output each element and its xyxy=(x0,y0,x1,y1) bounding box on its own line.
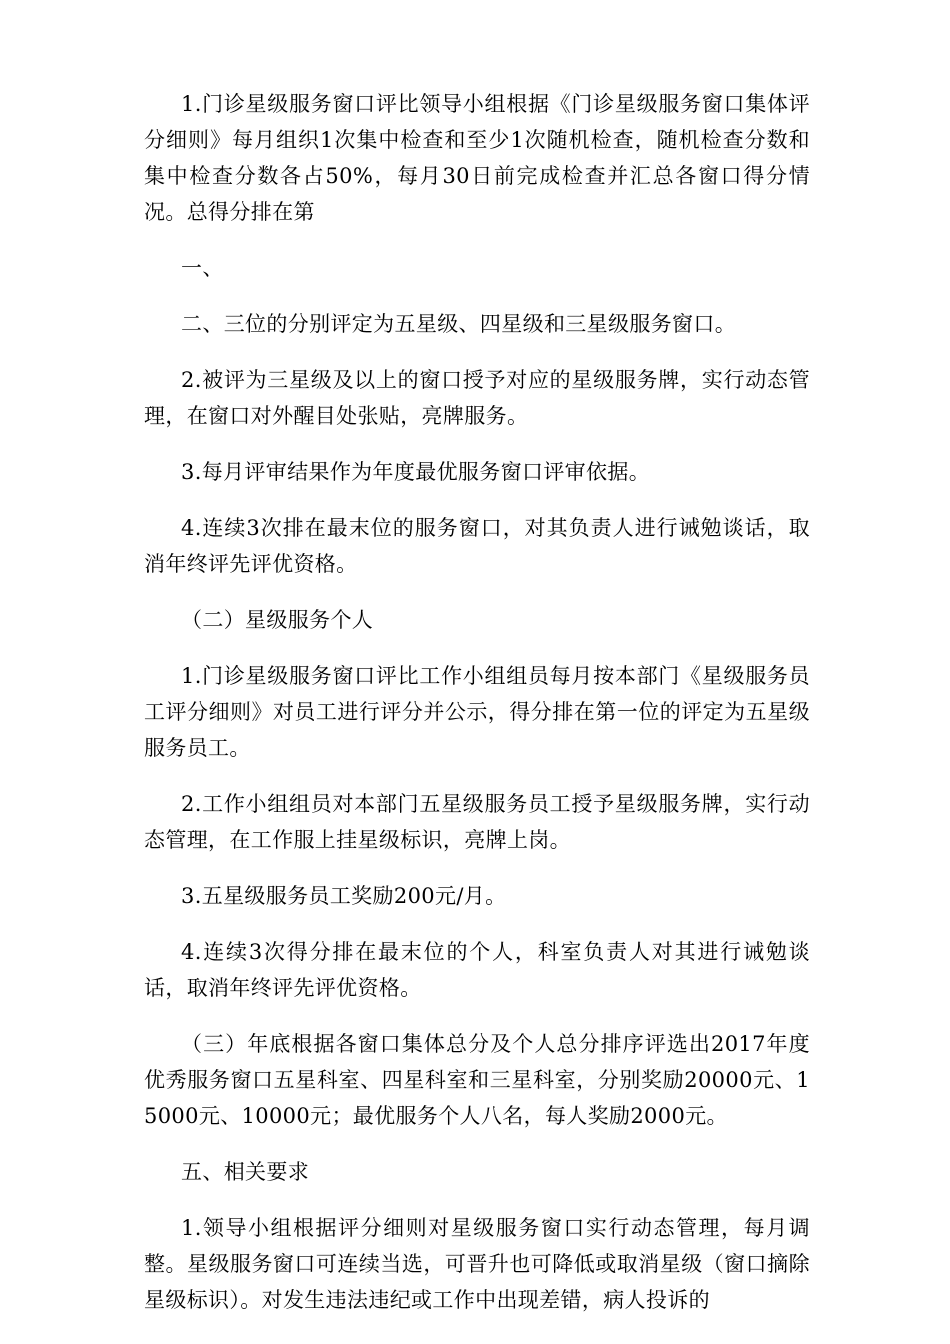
paragraph-first: 一、 xyxy=(181,256,224,280)
section-heading-requirements: 五、相关要求 xyxy=(181,1160,310,1184)
paragraph-last-place-individual: 4.连续3次得分排在最末位的个人，科室负责人对其进行诫勉谈话，取消年终评先评优资格。 xyxy=(144,940,810,1000)
paragraph-last-place-window: 4.连续3次排在最末位的服务窗口，对其负责人进行诫勉谈话，取消年终评先评优资格。 xyxy=(144,516,810,576)
paragraph-annual-awards: （三）年底根据各窗口集体总分及个人总分排序评选出2017年度优秀服务窗口五星科室、四星科室和三星科室，分别奖励20000元、15000元、10000元；最优服务个人八名，每人奖励2000元。 xyxy=(144,1032,810,1128)
paragraph-star-plaque: 2.被评为三星级及以上的窗口授予对应的星级服务牌，实行动态管理，在窗口对外醒目处张贴，亮牌服务。 xyxy=(144,368,810,428)
paragraph-staff-rating: 1.门诊星级服务窗口评比工作小组组员每月按本部门《星级服务员工评分细则》对员工进行评分并公示，得分排在第一位的评定为五星级服务员工。 xyxy=(144,664,810,760)
section-heading-individual: （二）星级服务个人 xyxy=(181,608,374,632)
paragraph-staff-reward: 3.五星级服务员工奖励200元/月。 xyxy=(181,884,507,908)
paragraph-window-rating-method: 1.门诊星级服务窗口评比领导小组根据《门诊星级服务窗口集体评分细则》每月组织1次集中检查和至少1次随机检查，随机检查分数和集中检查分数各占50%，每月30日前完成检查并汇总各窗口得分情况。总得分排在第 xyxy=(144,92,810,224)
paragraph-monthly-results: 3.每月评审结果作为年度最优服务窗口评审依据。 xyxy=(181,460,651,484)
paragraph-second-third-rank: 二、三位的分别评定为五星级、四星级和三星级服务窗口。 xyxy=(181,312,737,336)
document-body xyxy=(144,86,810,1338)
paragraph-dynamic-management: 1.领导小组根据评分细则对星级服务窗口实行动态管理，每月调整。星级服务窗口可连续当选，可晋升也可降低或取消星级（窗口摘除星级标识）。对发生违法违纪或工作中出现差错，病人投诉的 xyxy=(144,1216,810,1312)
paragraph-staff-plaque: 2.工作小组组员对本部门五星级服务员工授予星级服务牌，实行动态管理，在工作服上挂星级标识，亮牌上岗。 xyxy=(144,792,810,852)
